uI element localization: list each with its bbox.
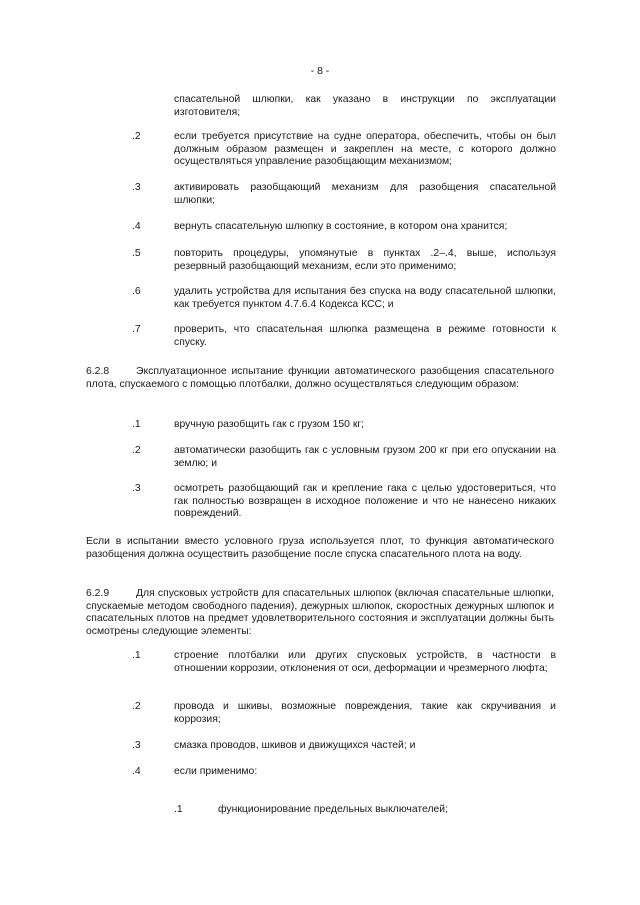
- list-a-num-4: .4: [132, 221, 141, 232]
- list-a-num-6: .6: [132, 286, 141, 297]
- paragraph-number: 6.2.9: [86, 588, 110, 599]
- list-b-item-1: вручную разобщить гак с грузом 150 кг;: [174, 419, 365, 430]
- list-c-item-3: смазка проводов, шкивов и движущихся частей; и: [174, 740, 416, 751]
- list-a-item-3: активировать разобщающий механизм для разобщения спасательной шлюпки;: [174, 182, 556, 206]
- list-a-num-5: .5: [132, 248, 141, 259]
- list-c-item-2: провода и шкивы, возможные повреждения, такие как скручивания и коррозия;: [174, 701, 556, 725]
- list-b-num-2: .2: [132, 445, 141, 456]
- list-c-num-3: .3: [132, 740, 141, 751]
- list-a-num-2: .2: [132, 131, 141, 142]
- list-a-item-2: если требуется присутствие на судне оператора, обеспечить, чтобы он был должным образом размещен и закреплен на месте, с которого должно осуществляться управление разобщающим механизмом;: [174, 131, 556, 168]
- list-a-item-7: проверить, что спасательная шлюпка размещена в режиме готовности к спуску.: [174, 324, 556, 348]
- paragraph-number: 6.2.8: [86, 366, 110, 377]
- intro-continuation: спасательной шлюпки, как указано в инструкции по эксплуатации изготовителя;: [174, 94, 556, 118]
- list-a-item-4: вернуть спасательную шлюпку в состояние, в котором она хранится;: [174, 221, 508, 232]
- paragraph-text: Для спусковых устройств для спасательных шлюпок (включая спасательные шлюпки, спускаемые методом свободного падения), дежурных шлюпок, скоростных дежурных шлюпок и спасательных плотов на предмет удовлетворительного состояния и эксплуатации должны быть осмотрены следующие элементы:: [86, 588, 554, 637]
- list-c-num-4: .4: [132, 766, 141, 777]
- paragraph-text: Эксплуатационное испытание функции автоматического разобщения спасательного плота, спускаемого с помощью плотбалки, должно осуществляться следующим образом:: [86, 366, 554, 390]
- list-b-num-1: .1: [132, 419, 141, 430]
- paragraph-6-2-9: [86, 588, 554, 638]
- list-c-item-1: строение плотбалки или других спусковых устройств, в частности в отношении коррозии, отклонения от оси, деформации и чрезмерного люфта;: [174, 650, 556, 674]
- paragraph-6-2-8: [86, 366, 554, 391]
- paragraph-raft-note: Если в испытании вместо условного груза используется плот, то функция автоматического разобщения должна осуществить разобщение после спуска спасательного плота на воду.: [86, 536, 554, 560]
- list-a-num-7: .7: [132, 324, 141, 335]
- page-number: - 8 -: [310, 66, 330, 77]
- list-a-item-5: повторить процедуры, упомянутые в пунктах .2–.4, выше, используя резервный разобщающий механизм, если это применимо;: [174, 248, 556, 272]
- list-b-num-3: .3: [132, 483, 141, 494]
- sub-item-num-1: .1: [174, 804, 183, 815]
- list-b-item-2: автоматически разобщить гак с условным грузом 200 кг при его опускании на землю; и: [174, 445, 556, 469]
- list-c-num-2: .2: [132, 701, 141, 712]
- list-c-num-1: .1: [132, 650, 141, 661]
- sub-item-1: функционирование предельных выключателей;: [218, 804, 449, 815]
- list-a-item-6: удалить устройства для испытания без спуска на воду спасательной шлюпки, как требуется пунктом 4.7.6.4 Кодекса КСС; и: [174, 286, 556, 310]
- list-a-num-3: .3: [132, 182, 141, 193]
- list-c-item-4: если применимо:: [174, 766, 258, 777]
- list-b-item-3: осмотреть разобщающий гак и крепление гака с целью удостовериться, что гак полностью возвращен в исходное положение и что не нанесено никаких повреждений.: [174, 483, 556, 520]
